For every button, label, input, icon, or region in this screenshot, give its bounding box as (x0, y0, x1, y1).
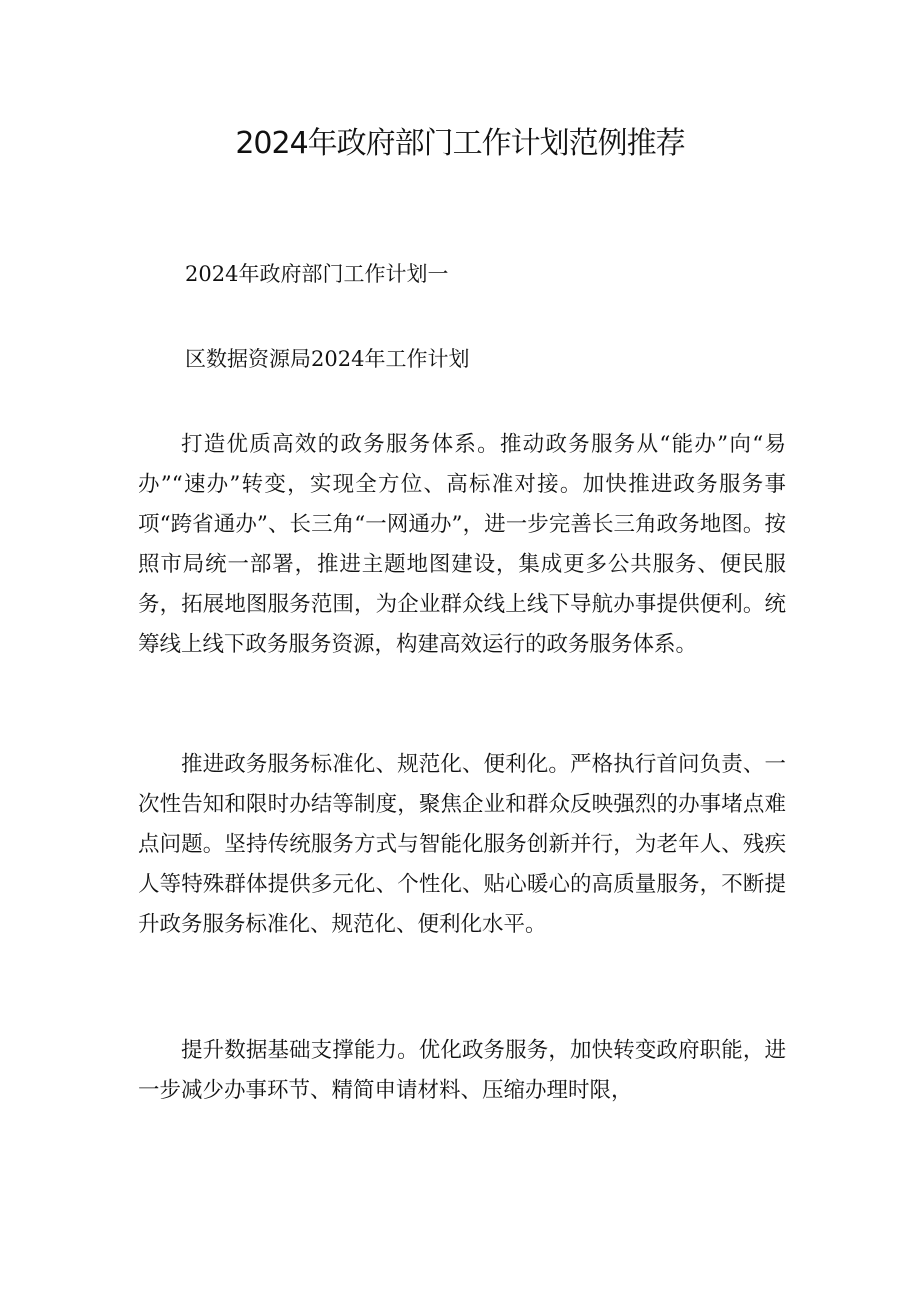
document-title: 2024年政府部门工作计划范例推荐 (235, 126, 685, 161)
paragraph-1: 打造优质高效的政务服务体系。推动政务服务从“能办”向“易办”“速办”转变，实现全方位、高标准对接。加快推进政务服务事项“跨省通办”、长三角“一网通办”，进一步完善长三角政务地图。按照市局统一部署，推进主题地图建设，集成更多公共服务、便民服务，拓展地图服务范围，为企业群众线上线下导航办事提供便利。统筹线上线下政务服务资源，构建高效运行的政务服务体系。 (138, 432, 786, 657)
section-heading: 2024年政府部门工作计划一 (185, 262, 449, 286)
paragraph-3: 提升数据基础支撑能力。优化政务服务，加快转变政府职能，进一步减少办事环节、精简申请材料、压缩办理时限， (138, 1038, 786, 1103)
paragraph-2: 推进政务服务标准化、规范化、便利化。严格执行首问负责、一次性告知和限时办结等制度，聚焦企业和群众反映强烈的办事堵点难点问题。坚持传统服务方式与智能化服务创新并行，为老年人、残疾人等特殊群体提供多元化、个性化、贴心暖心的高质量服务，不断提升政务服务标准化、规范化、便利化水平。 (138, 752, 786, 937)
sub-heading: 区数据资源局2024年工作计划 (185, 347, 470, 371)
